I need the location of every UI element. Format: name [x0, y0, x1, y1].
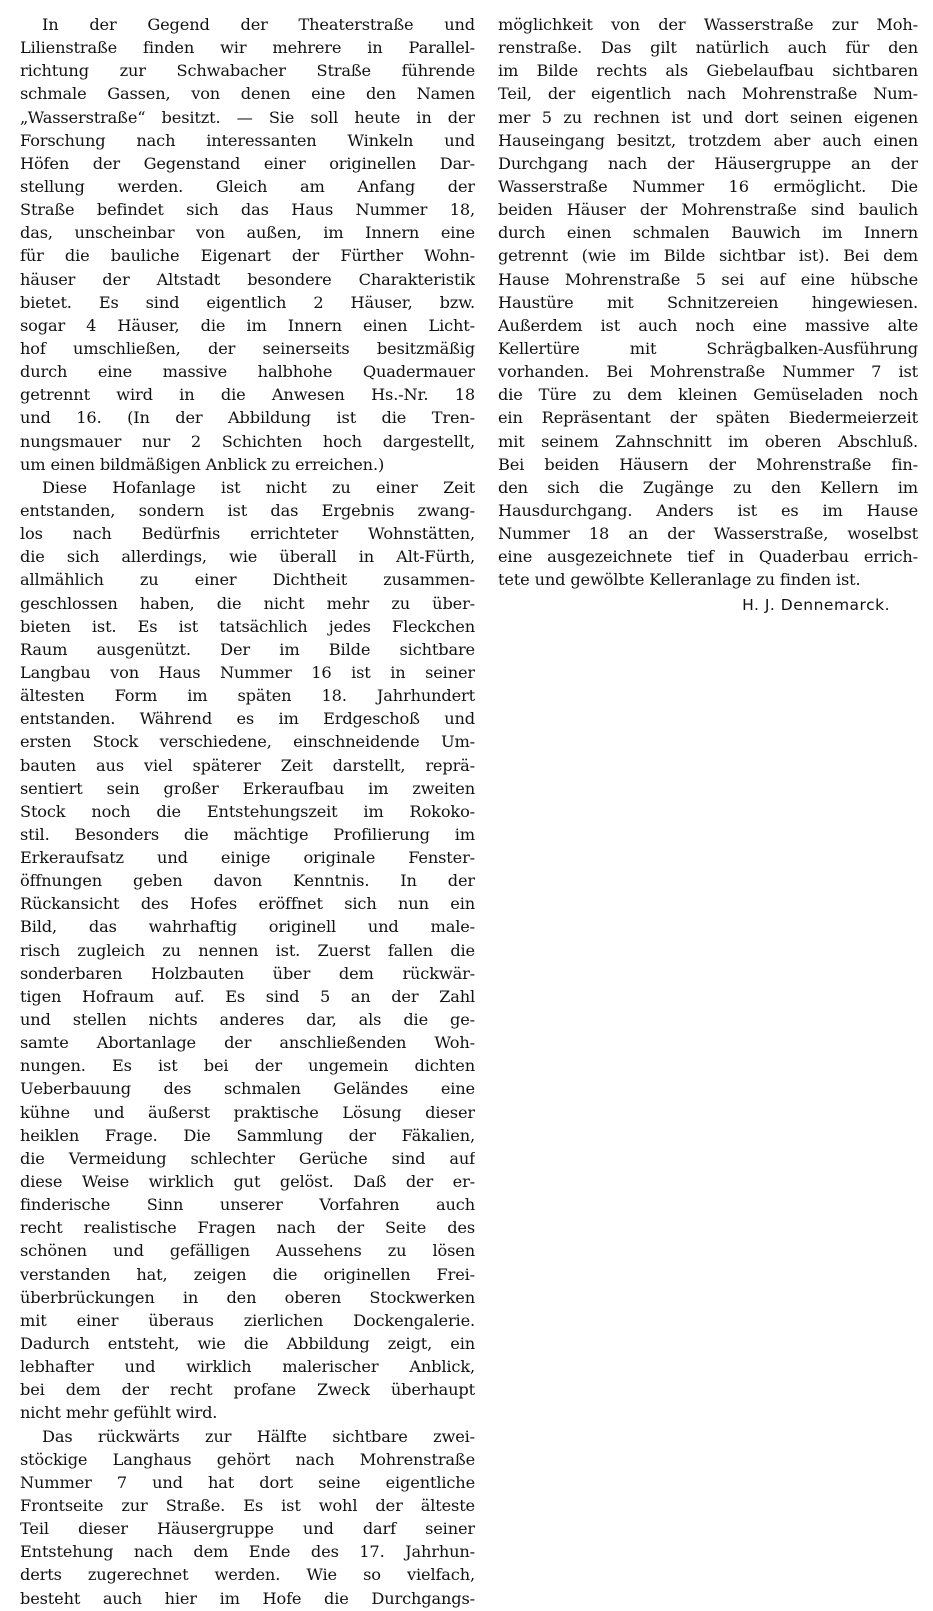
text-line: Wasserstraße Nummer 16 ermöglicht. Die [498, 176, 918, 196]
article-right-column [498, 14, 918, 616]
author-signature: H. J. Dennemarck. [742, 595, 890, 614]
text-line: die Vermeidung schlechter Gerüche sind auf [20, 1148, 475, 1168]
text-line: hof umschließen, der seinerseits besitzmäßig [20, 338, 475, 358]
text-line: verstanden hat, zeigen die originellen Frei- [20, 1264, 475, 1284]
text-line: die Türe zu dem kleinen Gemüseladen noch [498, 385, 918, 405]
text-line: sogar 4 Häuser, die im Innern einen Licht- [20, 315, 475, 335]
text-line: nungen. Es ist bei der ungemein dichten [20, 1056, 475, 1076]
text-line: die sich allerdings, wie überall in Alt-Fürth, [20, 547, 475, 567]
text-line: Bild, das wahrhaftig originell und male- [20, 917, 475, 937]
text-line: Frontseite zur Straße. Es ist wohl der älteste [20, 1496, 475, 1515]
text-line: Erkeraufsatz und einige originale Fenster- [20, 848, 475, 868]
text-line: eine ausgezeichnete tief in Quaderbau errich- [498, 547, 918, 567]
text-line: Haustüre mit Schnitzereien hingewiesen. [498, 292, 918, 312]
text-line: Teil dieser Häusergruppe und darf seiner [20, 1519, 475, 1539]
text-line: derts zugerechnet werden. Wie so vielfach, [20, 1565, 475, 1585]
text-line: Lilienstraße finden wir mehrere in Parallel- [20, 38, 475, 58]
text-line: besteht auch hier im Hofe die Durchgangs- [20, 1588, 475, 1608]
text-line: Hause Mohrenstraße 5 sei auf eine hübsche [498, 269, 918, 289]
text-line: möglichkeit von der Wasserstraße zur Moh- [498, 15, 918, 34]
text-line: mit einer überaus zierlichen Dockengalerie. [20, 1310, 475, 1330]
text-line: tete und gewölbte Kelleranlage zu finden ist. [498, 570, 861, 590]
text-line: bauten aus viel späterer Zeit darstellt, reprä- [20, 755, 475, 775]
text-line: bei dem der recht profane Zweck überhaupt [20, 1380, 475, 1400]
text-line: los nach Bedürfnis errichteter Wohnstätten, [20, 524, 475, 544]
text-line: Höfen der Gegenstand einer originellen Dar- [20, 153, 475, 173]
text-line: nungsmauer nur 2 Schichten hoch dargestellt, [20, 431, 475, 451]
text-line: kühne und äußerst praktische Lösung dieser [20, 1102, 475, 1122]
text-line: durch eine massive halbhohe Quadermauer [20, 362, 475, 382]
text-line: öffnungen geben davon Kenntnis. In der [20, 871, 475, 891]
paragraph-3-continued [498, 14, 918, 593]
text-line: Nummer 18 an der Wasserstraße, woselbst [498, 524, 918, 544]
text-line: für die bauliche Eigenart der Fürther Wohn- [20, 246, 475, 266]
text-line: Entstehung nach dem Ende des 17. Jahrhun- [20, 1542, 475, 1562]
text-line: In der Gegend der Theaterstraße und [42, 15, 475, 34]
text-line: Bei beiden Häusern der Mohrenstraße fin- [498, 454, 918, 474]
text-line: geschlossen haben, die nicht mehr zu über- [20, 593, 475, 613]
text-line: entstanden, sondern ist das Ergebnis zwang- [20, 500, 475, 520]
text-line: den sich die Zugänge zu den Kellern im [498, 477, 918, 497]
text-line: allmählich zu einer Dichtheit zusammen- [20, 570, 475, 590]
text-line: beiden Häuser der Mohrenstraße sind baulich [498, 200, 918, 220]
paragraph-2 [20, 477, 475, 1426]
text-line: stöckige Langhaus gehört nach Mohrenstraße [20, 1449, 475, 1469]
text-line: finderische Sinn unserer Vorfahren auch [20, 1195, 475, 1215]
text-line: Hauseingang besitzt, trotzdem aber auch einen [498, 130, 918, 150]
text-line: Raum ausgenützt. Der im Bilde sichtbare [20, 639, 475, 659]
text-line: schönen und gefälligen Aussehens zu lösen [20, 1241, 475, 1261]
text-line: überbrückungen in den oberen Stockwerken [20, 1287, 475, 1307]
text-line: entstanden. Während es im Erdgeschoß und [20, 709, 475, 729]
text-line: stil. Besonders die mächtige Profilierung im [20, 824, 475, 844]
text-line: Kellertüre mit Schrägbalken-Ausführung [498, 338, 918, 358]
text-line: sentiert sein großer Erkeraufbau im zweiten [20, 778, 475, 798]
text-line: risch zugleich zu nennen ist. Zuerst fallen die [20, 940, 475, 960]
article-left-column [20, 14, 475, 1611]
text-line: ein Repräsentant der späten Biedermeierzeit [498, 408, 918, 428]
text-line: getrennt (wie im Bilde sichtbar ist). Bei dem [498, 246, 918, 266]
text-line: Langbau von Haus Nummer 16 ist in seiner [20, 662, 475, 682]
text-line: schmale Gassen, von denen eine den Namen [20, 84, 475, 104]
text-line: getrennt wird in die Anwesen Hs.-Nr. 18 [20, 385, 475, 405]
text-line: Das rückwärts zur Hälfte sichtbare zwei- [42, 1426, 475, 1446]
text-line: samte Abortanlage der anschließenden Woh- [20, 1033, 475, 1053]
text-line: bietet. Es sind eigentlich 2 Häuser, bzw. [20, 292, 475, 312]
text-line: ersten Stock verschiedene, einschneidende Um- [20, 732, 475, 752]
text-line: Ueberbauung des schmalen Geländes eine [20, 1079, 475, 1099]
text-line: im Bilde rechts als Giebelaufbau sichtbaren [498, 61, 918, 81]
text-line: Forschung nach interessanten Winkeln und [20, 130, 475, 150]
text-line: und stellen nichts anderes dar, als die ge- [20, 1010, 475, 1030]
text-line: tigen Hofraum auf. Es sind 5 an der Zahl [20, 986, 475, 1006]
paragraph-3 [20, 1426, 475, 1611]
text-line: häuser der Altstadt besondere Charakteristik [20, 269, 475, 289]
text-line: und 16. (In der Abbildung ist die Tren- [20, 408, 475, 428]
text-line: richtung zur Schwabacher Straße führende [20, 61, 475, 81]
text-line: nicht mehr gefühlt wird. [20, 1403, 218, 1423]
text-line: Hausdurchgang. Anders ist es im Hause [498, 500, 918, 520]
text-line: Diese Hofanlage ist nicht zu einer Zeit [42, 477, 475, 497]
text-line: lebhafter und wirklich malerischer Anblick, [20, 1357, 475, 1377]
text-line: stellung werden. Gleich am Anfang der [20, 176, 475, 196]
text-line: „Wasserstraße“ besitzt. — Sie soll heute in der [20, 107, 475, 127]
text-line: mer 5 zu rechnen ist und dort seinen eigenen [498, 107, 918, 127]
paragraph-1 [20, 14, 475, 477]
text-line: diese Weise wirklich gut gelöst. Daß der er- [20, 1172, 475, 1192]
text-line: ältesten Form im späten 18. Jahrhundert [20, 686, 475, 706]
text-line: Durchgang nach der Häusergruppe an der [498, 153, 918, 173]
text-line: Straße befindet sich das Haus Nummer 18, [20, 200, 475, 220]
text-line: durch einen schmalen Bauwich im Innern [498, 223, 918, 243]
text-line: recht realistische Fragen nach der Seite des [20, 1218, 475, 1238]
text-line: bieten ist. Es ist tatsächlich jedes Fleckchen [20, 616, 475, 636]
text-line: Dadurch entsteht, wie die Abbildung zeigt, ein [20, 1334, 475, 1354]
text-line: Stock noch die Entstehungszeit im Rokoko- [20, 801, 475, 821]
text-line: Nummer 7 und hat dort seine eigentliche [20, 1472, 475, 1492]
text-line: das, unscheinbar von außen, im Innern eine [20, 223, 475, 243]
text-line: vorhanden. Bei Mohrenstraße Nummer 7 ist [498, 362, 918, 382]
text-line: mit seinem Zahnschnitt im oberen Abschluß. [498, 431, 918, 451]
text-line: Rückansicht des Hofes eröffnet sich nun ein [20, 894, 475, 914]
text-line: heiklen Frage. Die Sammlung der Fäkalien, [20, 1125, 475, 1145]
text-line: renstraße. Das gilt natürlich auch für den [498, 38, 918, 58]
text-line: sonderbaren Holzbauten über dem rückwär- [20, 963, 475, 983]
text-line: Teil, der eigentlich nach Mohrenstraße Num- [498, 84, 918, 104]
text-line: Außerdem ist auch noch eine massive alte [498, 315, 918, 335]
text-line: um einen bildmäßigen Anblick zu erreichen.) [20, 454, 385, 474]
